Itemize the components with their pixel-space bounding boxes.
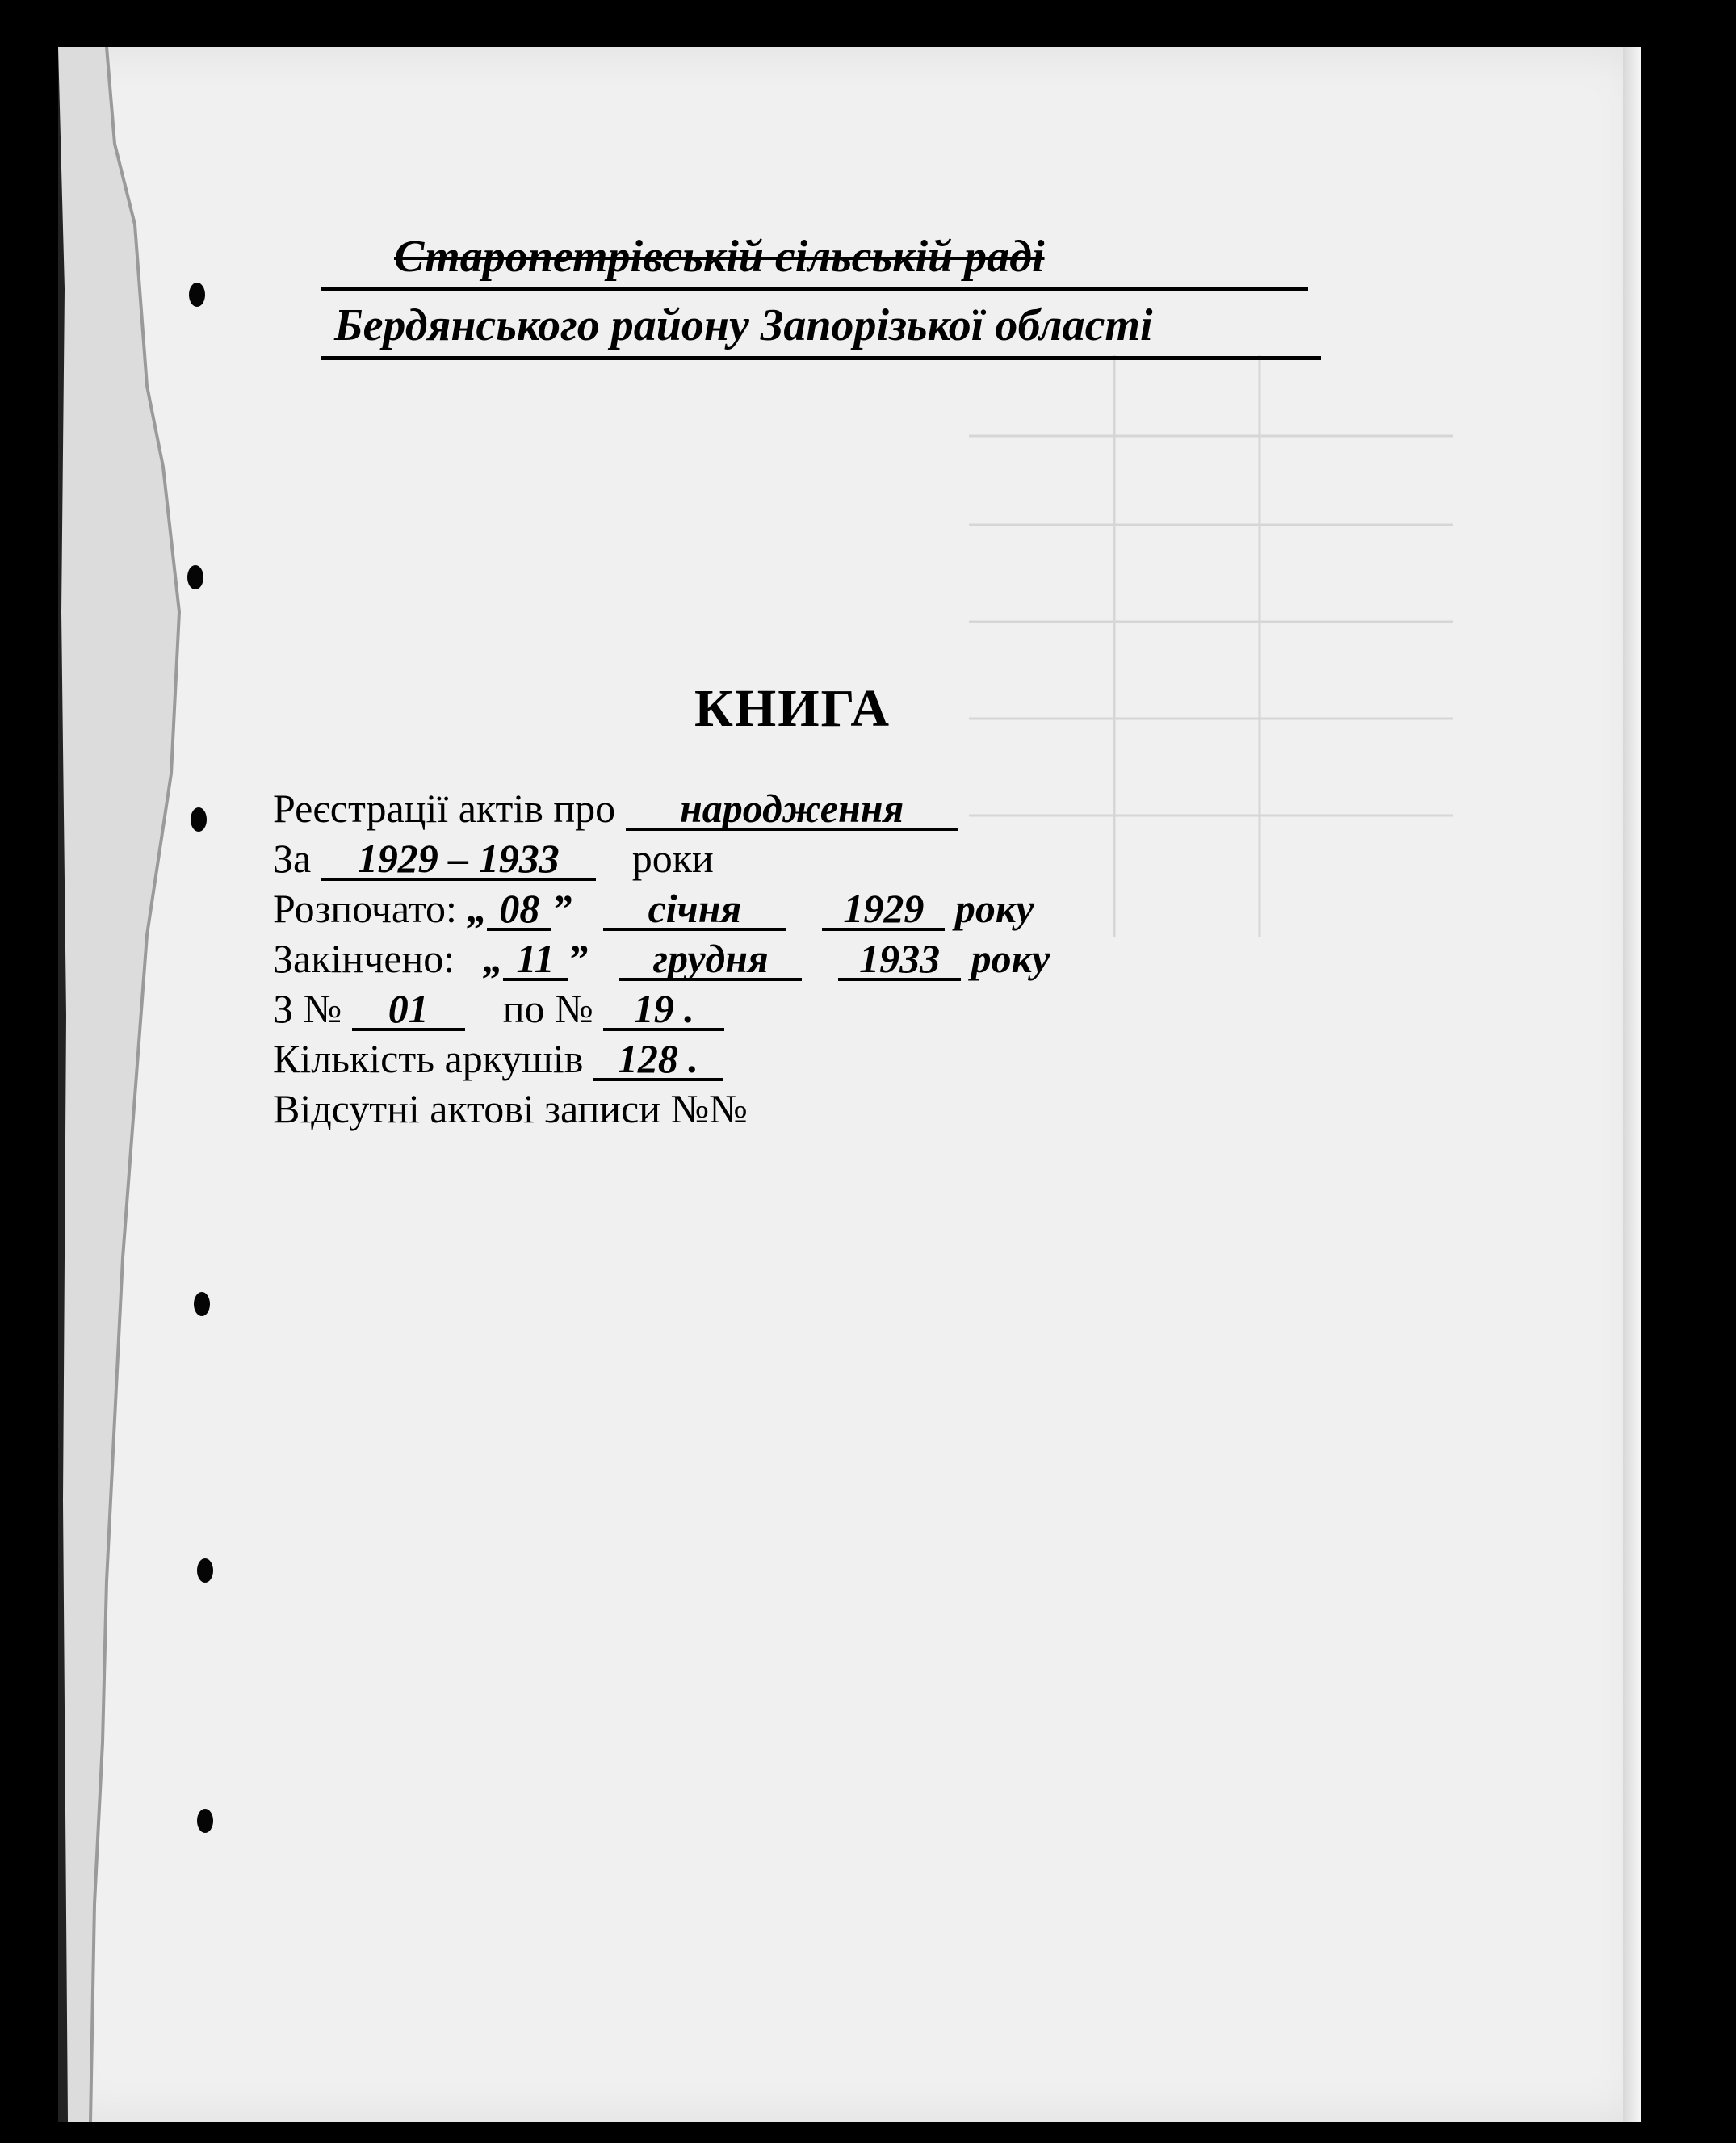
started-open-quote: „ (467, 886, 488, 931)
registration-row (273, 783, 1050, 833)
missing-row (273, 1084, 1050, 1134)
sheets-row (273, 1034, 1050, 1084)
header-line-1 (321, 234, 1308, 291)
torn-binding-edge (58, 47, 220, 2122)
range-row (273, 983, 1050, 1034)
ended-label: Закінчено: (273, 936, 455, 981)
period-value: 1929 – 1933 (321, 839, 596, 881)
district-name: Бердянського району Запорізької області (334, 300, 1153, 350)
started-label: Розпочато: (273, 886, 457, 931)
page-right-edge (1623, 47, 1641, 2122)
range-from: 01 (352, 989, 465, 1031)
started-year: 1929 (822, 889, 945, 931)
started-close-quote: ” (551, 886, 572, 931)
started-day: 08 (487, 889, 551, 931)
ended-close-quote: ” (568, 936, 589, 981)
period-suffix: роки (631, 836, 714, 881)
ended-open-quote: „ (483, 936, 504, 981)
range-from-label: З № (273, 986, 342, 1031)
started-row (273, 883, 1050, 933)
council-header (321, 234, 1347, 360)
page-title: КНИГА (694, 679, 891, 738)
period-row (273, 833, 1050, 883)
ended-row (273, 933, 1050, 983)
started-month: січня (603, 889, 786, 931)
ended-month: грудня (619, 939, 802, 981)
registration-label: Реєстрації актів про (273, 786, 616, 831)
range-to-label: по № (502, 986, 593, 1031)
register-fields (273, 783, 1050, 1134)
period-prefix: За (273, 836, 312, 881)
started-suffix: року (954, 886, 1034, 931)
missing-label: Відсутні актові записи №№ (273, 1086, 748, 1131)
registration-value: народження (626, 789, 958, 831)
ended-suffix: року (971, 936, 1050, 981)
range-to: 19 . (603, 989, 724, 1031)
header-line-2 (321, 300, 1321, 360)
ended-day: 11 (503, 939, 568, 981)
ended-year: 1933 (838, 939, 961, 981)
sheets-label: Кількість аркушів (273, 1036, 584, 1081)
sheets-value: 128 . (593, 1039, 723, 1081)
council-name: Старопетрівській сільській раді (394, 232, 1045, 282)
